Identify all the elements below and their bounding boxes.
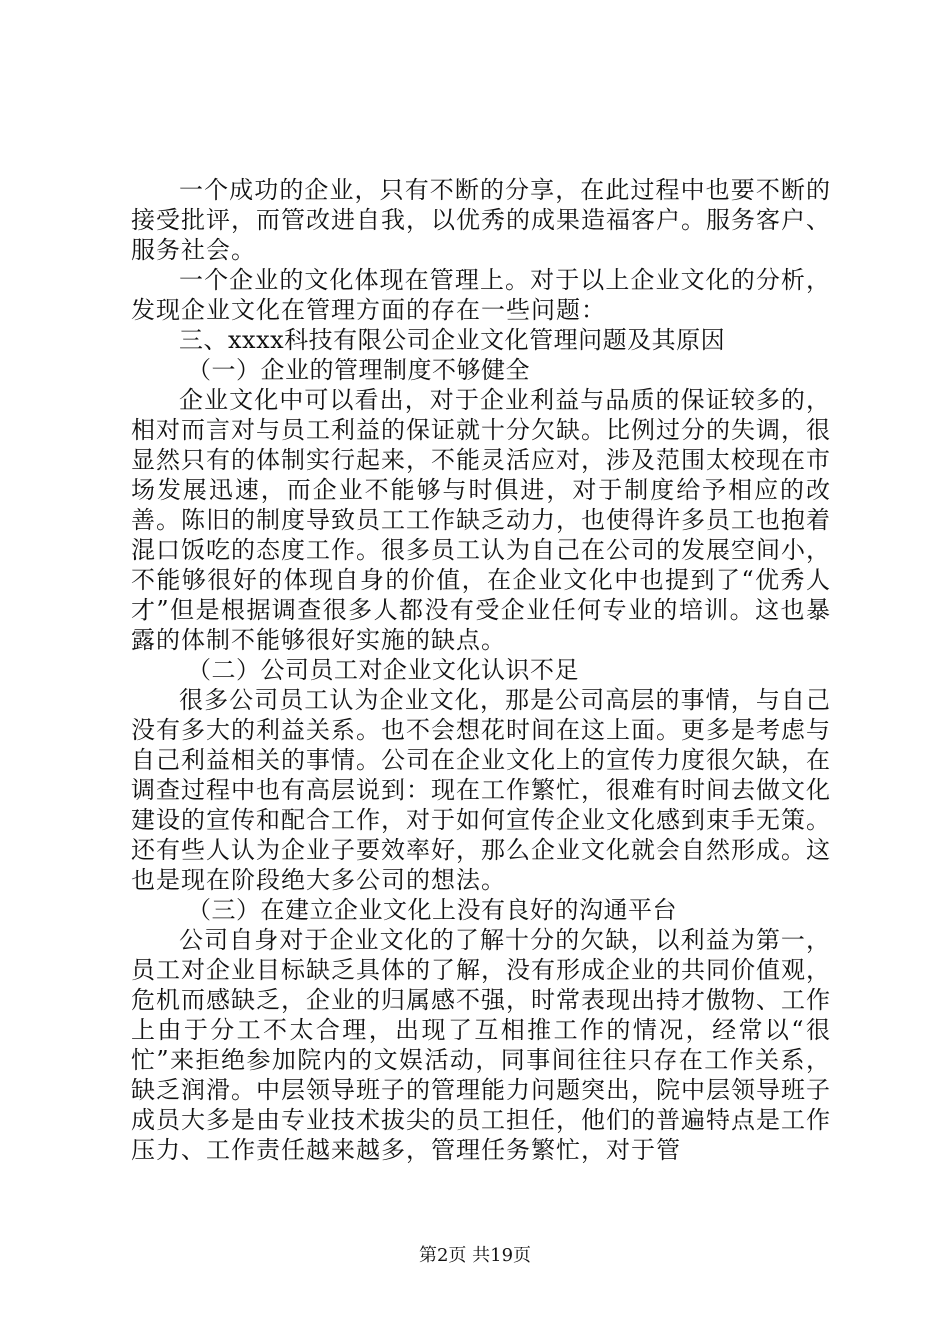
subsection-heading-1: （一）企业的管理制度不够健全 (187, 356, 530, 384)
subsection-heading-3: （三）在建立企业文化上没有良好的沟通平台 (187, 896, 677, 924)
paragraph-communication-platform: 公司自身对于企业文化的了解十分的欠缺，以利益为第一，员工对企业目标缺乏具体的了解，没有形成企业的共同价值观，危机而感缺乏，企业的归属感不强，时常表现出持才傲物、工作上由于分工不太合理，出现了互相推工作的情况，经常以“很忙”来拒绝参加院内的文娱活动，同事间往往只存在工作关系，缺乏润滑。中层领导班子的管理能力问题突出，院中层领导班子成员大多是由专业技术拔尖的员工担任，他们的普遍特点是工作压力、工作责任越来越多，管理任务繁忙，对于管 (131, 926, 831, 1164)
paragraph-success-enterprise: 一个成功的企业，只有不断的分享，在此过程中也要不断的接受批评，而管改进自我，以优秀的成果造福客户。服务客户、服务社会。 (131, 176, 831, 264)
paragraph-management-system: 企业文化中可以看出，对于企业利益与品质的保证较多的，相对而言对与员工利益的保证就十分欠缺。比例过分的失调，很显然只有的体制实行起来，不能灵活应对，涉及范围太校现在市场发展迅速，而企业不能够与时俱进，对于制度给予相应的改善。陈旧的制度导致员工工作缺乏动力，也使得许多员工也抱着混口饭吃的态度工作。很多员工认为自己在公司的发展空间小，不能够很好的体现自身的价值，在企业文化中也提到了“优秀人才”但是根据调查很多人都没有受企业任何专业的培训。这也暴露的体制不能够很好实施的缺点。 (131, 386, 831, 654)
document-body (131, 175, 831, 1165)
page-number-footer: 第2页 共19页 (418, 1245, 532, 1266)
section-heading-3: 三、xxxx科技有限公司企业文化管理问题及其原因 (179, 326, 726, 354)
paragraph-culture-management: 一个企业的文化体现在管理上。对于以上企业文化的分析，发现企业文化在管理方面的存在一些问题： (131, 266, 831, 324)
paragraph-employee-awareness: 很多公司员工认为企业文化，那是公司高层的事情，与自己没有多大的利益关系。也不会想花时间在这上面。更多是考虑与自己利益相关的事情。公司在企业文化上的宣传力度很欠缺，在调查过程中也有高层说到：现在工作繁忙，很难有时间去做文化建设的宣传和配合工作，对于如何宣传企业文化感到束手无策。还有些人认为企业子要效率好，那么企业文化就会自然形成。这也是现在阶段绝大多公司的想法。 (131, 686, 831, 894)
subsection-heading-2: （二）公司员工对企业文化认识不足 (187, 656, 579, 684)
